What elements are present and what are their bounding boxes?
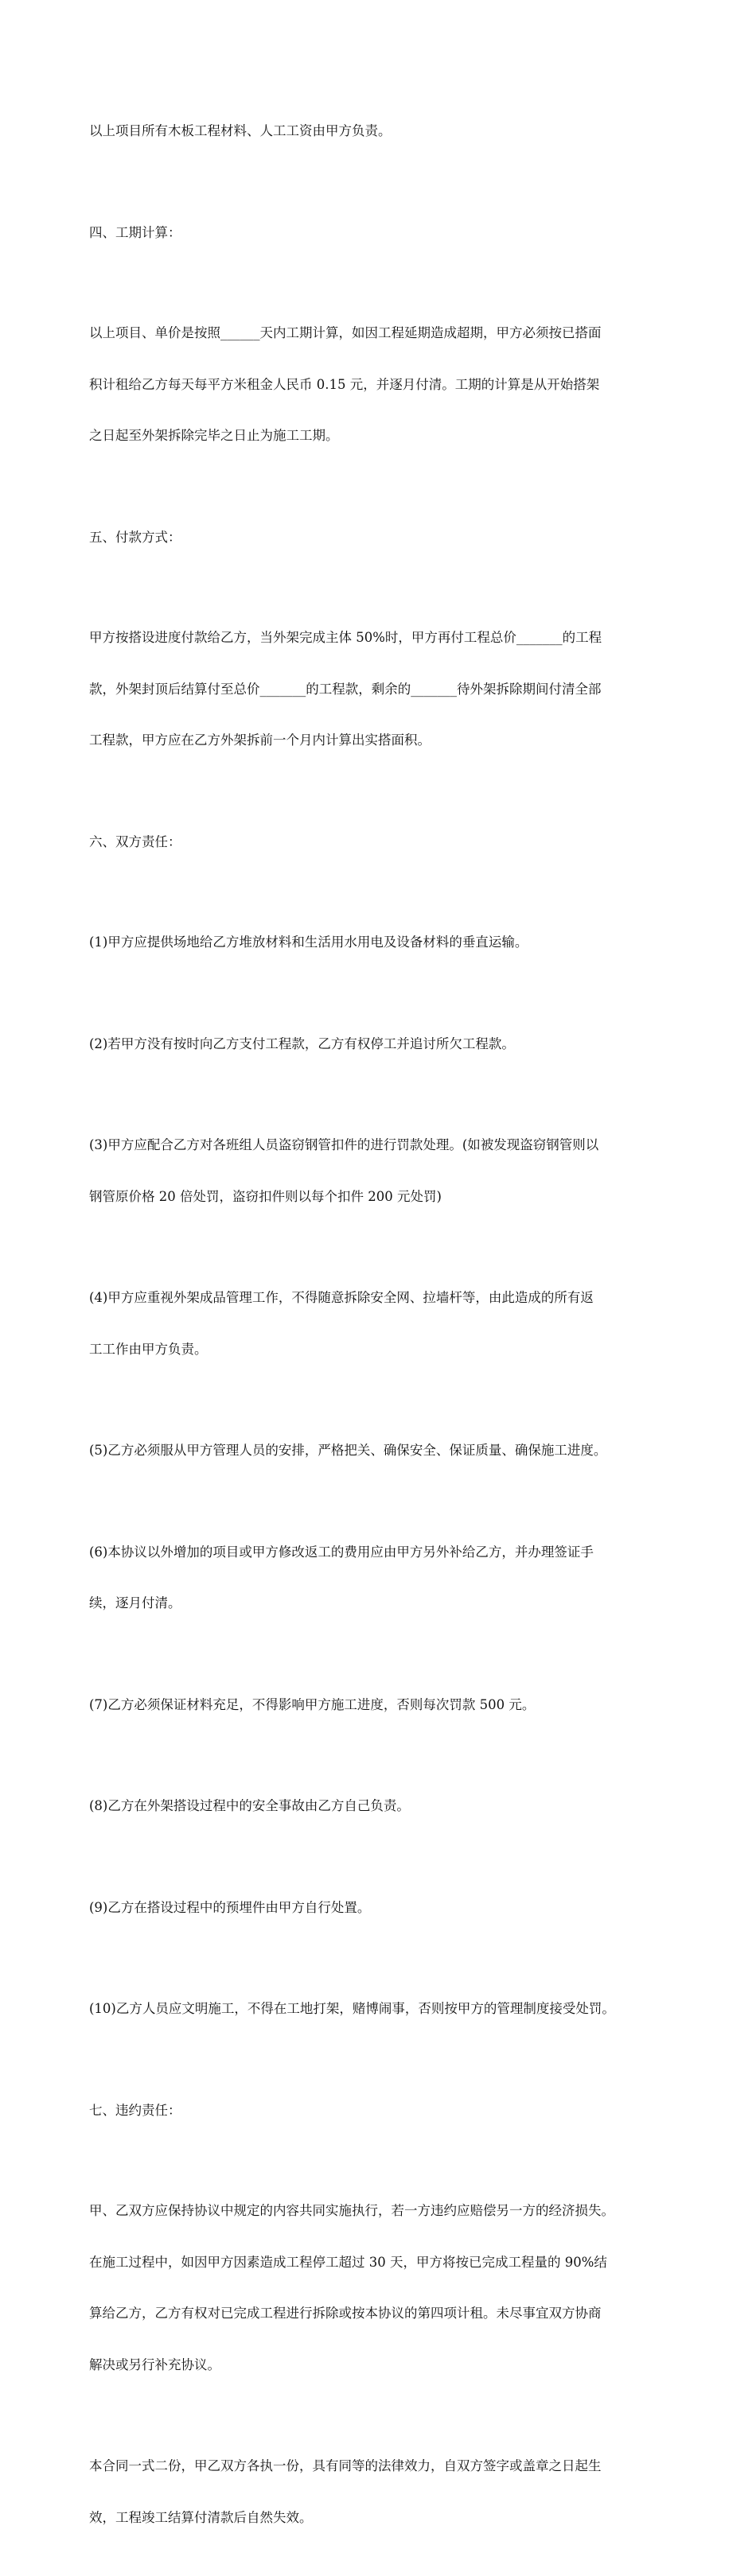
paragraph-payment-terms [89,595,678,783]
paragraph-line: (6)本协议以外增加的项目或甲方修改返工的费用应由甲方另外补给乙方，并办理签证手 [89,1544,594,1560]
paragraph-line: (3)甲方应配合乙方对各班组人员盗窃钢管扣件的进行罚款处理。(如被发现盗窃钢管则以 [89,1137,599,1152]
paragraph-line: 甲方按搭设进度付款给乙方，当外架完成主体 50%时，甲方再付工程总价_______的工程 [89,630,602,645]
paragraph-line: 钢管原价格 20 倍处罚，盗窃扣件则以每个扣件 200 元处罚) [89,1188,442,1204]
paragraph-line: (2)若甲方没有按时向乙方支付工程款，乙方有权停工并追讨所欠工程款。 [89,1035,515,1051]
paragraph-line: 之日起至外架拆除完毕之日止为施工工期。 [89,428,339,443]
responsibility-item-4 [89,1255,678,1392]
responsibility-item-6 [89,1509,678,1646]
paragraph-materials-responsibility [89,88,678,174]
paragraph-line: 算给乙方，乙方有权对已完成工程进行拆除或按本协议的第四项计租。未尽事宜双方协商 [89,2306,602,2321]
responsibility-item-9 [89,1865,678,1951]
paragraph-line: 以上项目所有木板工程材料、人工工资由甲方负责。 [89,123,392,138]
responsibility-item-3 [89,1102,678,1239]
paragraph-line: (10)乙方人员应文明施工，不得在工地打架，赌博闹事，否则按甲方的管理制度接受处罚。 [89,2001,615,2016]
section-heading-responsibilities [89,799,678,885]
paragraph-line: 积计租给乙方每天每平方米租金人民币 0.15 元，并逐月付清。工期的计算是从开始搭架 [89,376,600,392]
paragraph-line: 效，工程竣工结算付清款后自然失效。 [89,2509,313,2525]
paragraph-line: 本合同一式二份，甲乙双方各执一份，具有同等的法律效力，自双方签字或盖章之日起生 [89,2458,602,2473]
heading-text: 七、违约责任： [89,2102,181,2118]
paragraph-breach-terms [89,2168,678,2407]
responsibility-item-2 [89,1001,678,1087]
paragraph-line: (8)乙方在外架搭设过程中的安全事故由乙方自己负责。 [89,1798,410,1813]
responsibility-item-10 [89,1966,678,2052]
paragraph-line: (1)甲方应提供场地给乙方堆放材料和生活用水用电及设备材料的垂直运输。 [89,934,528,950]
section-heading-payment [89,495,678,581]
section-heading-breach [89,2068,678,2154]
heading-text: 四、工期计算： [89,224,181,240]
paragraph-line: 以上项目、单价是按照______天内工期计算，如因工程延期造成超期，甲方必须按已搭面 [89,325,602,340]
paragraph-line: 款，外架封顶后结算付至总价_______的工程款，剩余的_______待外架拆除期间付清全部 [89,681,602,697]
responsibility-item-1 [89,899,678,985]
heading-text: 六、双方责任： [89,833,181,849]
paragraph-line: (9)乙方在搭设过程中的预埋件由甲方自行处置。 [89,1899,371,1915]
responsibility-item-5 [89,1408,678,1494]
paragraph-line: 甲、乙双方应保持协议中规定的内容共同实施执行，若一方违约应赔偿另一方的经济损失。 [89,2203,614,2218]
document-body [89,88,678,2576]
paragraph-line: 在施工过程中，如因甲方因素造成工程停工超过 30 天，甲方将按已完成工程量的 90%结 [89,2254,607,2270]
paragraph-line: (5)乙方必须服从甲方管理人员的安排，严格把关、确保安全、保证质量、确保施工进度。 [89,1443,607,1458]
section-heading-schedule [89,190,678,276]
paragraph-line: 解决或另行补充协议。 [89,2356,220,2372]
paragraph-line: 工工作由甲方负责。 [89,1341,208,1357]
paragraph-schedule-terms [89,290,678,479]
paragraph-line: 工程款，甲方应在乙方外架拆前一个月内计算出实搭面积。 [89,732,431,748]
paragraph-line: 续，逐月付清。 [89,1595,181,1610]
responsibility-item-7 [89,1662,678,1748]
paragraph-line: (7)乙方必须保证材料充足，不得影响甲方施工进度，否则每次罚款 500 元。 [89,1696,536,1712]
paragraph-contract-validity [89,2423,678,2560]
heading-text: 五、付款方式： [89,529,181,545]
responsibility-item-8 [89,1763,678,1849]
paragraph-line: (4)甲方应重视外架成品管理工作，不得随意拆除安全网、拉墙杆等，由此造成的所有返 [89,1290,594,1305]
